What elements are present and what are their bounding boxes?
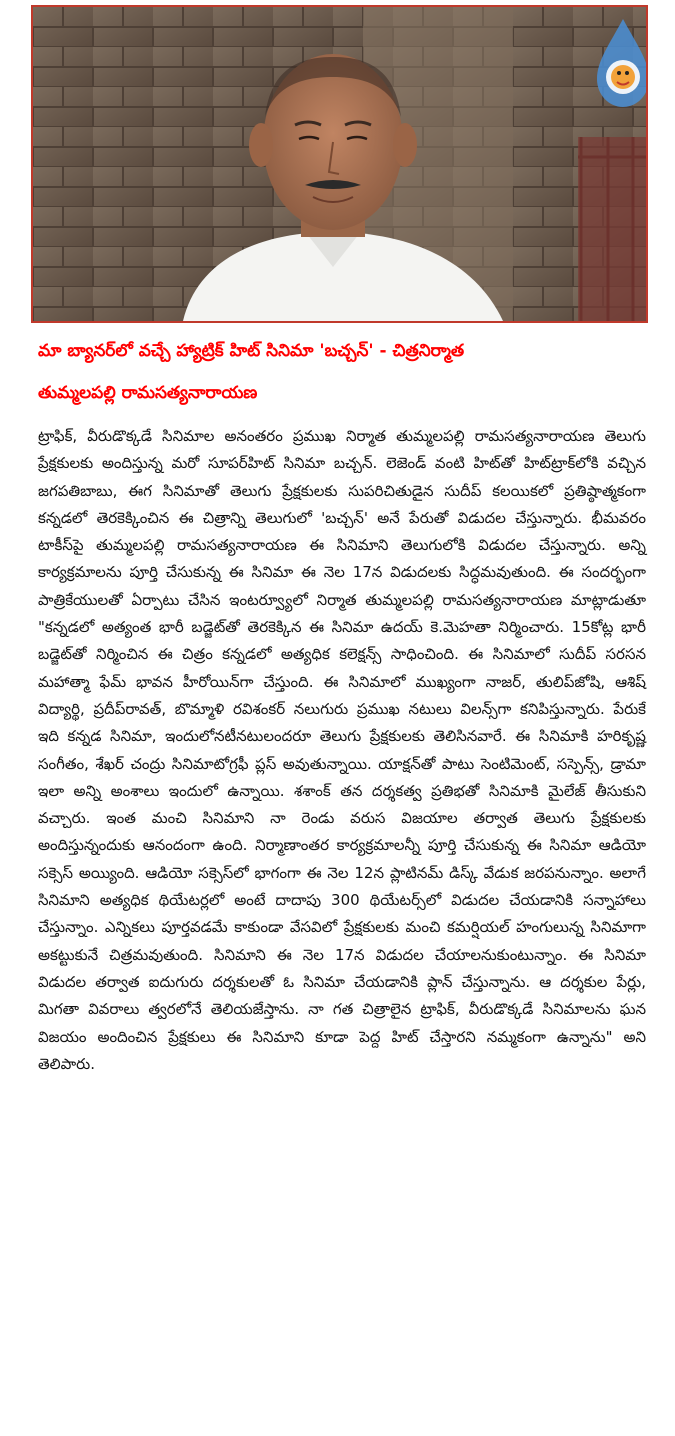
featured-photo — [31, 5, 648, 323]
watermark-logo — [593, 15, 648, 111]
article-headline — [38, 330, 648, 414]
article-body — [38, 423, 646, 1078]
article-paragraph: ట్రాఫిక్, వీరుడొక్కడే సినిమాల అనంతరం ప్రముఖ నిర్మాత తుమ్మలపల్లి రామసత్యనారాయణ తెలుగు ప్రేక్షకులకు అందిస్తున్న మరో సూపర్‌హిట్ సినిమా బచ్చన్. లెజెండ్ వంటి హిట్‌తో హిట్‌ట్రాక్‌లోకి వచ్చిన జగపతిబాబు, ఈగ సినిమాతో తెలుగు ప్రేక్షకులకు సుపరిచితుడైన సుదీప్ కలయికలో ప్రతిష్ఠాత్మకంగా కన్నడలో తెరకెక్కించిన ఈ చిత్రాన్ని తెలుగులో 'బచ్చన్' అనే పేరుతో విడుదల చేస్తున్నారు. భీమవరం టాకీస్‌పై తుమ్మలపల్లి రామసత్యనారాయణ ఈ సినిమాని తెలుగులోకి విడుదల చేస్తున్నారు. అన్ని కార్యక్రమాలను పూర్తి చేసుకున్న ఈ సినిమా ఈ నెల 17న విడుదలకు సిద్ధమవుతుంది. ఈ సందర్భంగా పాత్రికేయులతో ఏర్పాటు చేసిన ఇంటర్వ్యూలో నిర్మాత తుమ్మలపల్లి రామసత్యనారాయణ మాట్లాడుతూ "కన్నడలో అత్యంత భారీ బడ్జెట్‌తో తెరకెక్కిన ఈ సినిమా ఉదయ్ కె.మెహతా నిర్మించారు. 15కోట్ల భారీ బడ్జెట్‌తో నిర్మించిన ఈ చిత్రం కన్నడలో అత్యధిక కలెక్షన్స్ సాధించింది. ఈ సినిమాలో సుదీప్ సరసన మహాత్మా ఫేమ్ భావన హీరోయిన్‌గా చేస్తుంది. ఈ సినిమాలో ముఖ్యంగా నాజర్, తులిప్‌జోషి, ఆశిష్ విద్యార్థి, ప్రదీప్‌రావత్, బొమ్మాళి రవిశంకర్ నలుగురు ప్రముఖ నటులు విలన్స్‌గా కనిపిస్తున్నారు. పేరుకే ఇది కన్నడ సినిమా, ఇందులోనటీనటులందరూ తెలుగు ప్రేక్షకులకు తెలిసినవారే. ఈ సినిమాకి హరికృష్ణ సంగీతం, శేఖర్ చంద్రు సినిమాటోగ్రఫీ ప్లస్ అవుతున్నాయి. యాక్షన్‌తో పాటు సెంటిమెంట్, సస్పెన్స్, డ్రామా ఇలా అన్ని అంశాలు ఇందులో ఉన్నాయి. శశాంక్ తన దర్శకత్వ ప్రతిభతో సినిమాకి మైలేజ్ తీసుకుని వచ్చారు. ఇంత మంచి సినిమాని నా రెండు వరుస విజయాల తర్వాత తెలుగు ప్రేక్షకులకు అందిస్తున్నందుకు ఆనందంగా ఉంది. నిర్మాణాంతర కార్యక్రమాలన్నీ పూర్తి చేసుకున్న ఈ సినిమా ఆడియో సక్సెస్ అయ్యింది. ఆడియో సక్సెస్‌లో భాగంగా ఈ నెల 12న ప్లాటినమ్ డిస్క్ వేడుక జరపనున్నాం. అలాగే సినిమాని అత్యధిక థియేటర్లలో అంటే దాదాపు 300 థియేటర్స్‌లో విడుదల చేయడానికి సన్నాహాలు చేస్తున్నాం. ఎన్నికలు పూర్తవడమే కాకుండా వేసవిలో ప్రేక్షకులకు మంచి కమర్షియల్ హంగులున్న సినిమాగా అకట్టుకునే చిత్రమవుతుంది. సినిమాని ఈ నెల 17న విడుదల చేయాలనుకుంటున్నాం. ఈ సినిమా విడుదల తర్వాత ఐదుగురు దర్శకులతో ఓ సినిమా చేయడానికి ప్లాన్ చేస్తున్నాను. ఆ దర్శకుల పేర్లు, మిగతా వివరాలు త్వరలోనే తెలియజేస్తాను. నా గత చిత్రాలైన ట్రాఫిక్, వీరుడొక్కడే సినిమాలను ఘన విజయం అందించిన ప్రేక్షకులు ఈ సినిమాని కూడా పెద్ద హిట్ చేస్తారని నమ్మకంగా ఉన్నాను" అని తెలిపారు. — [38, 427, 646, 1073]
headline-line-1: మా బ్యానర్‌లో వచ్చే హ్యాట్రిక్ హిట్ సినిమా 'బచ్చన్' - చిత్రనిర్మాత — [38, 341, 465, 361]
headline-line-2: తుమ్మలపల్లి రామసత్యనారాయణ — [38, 383, 258, 403]
